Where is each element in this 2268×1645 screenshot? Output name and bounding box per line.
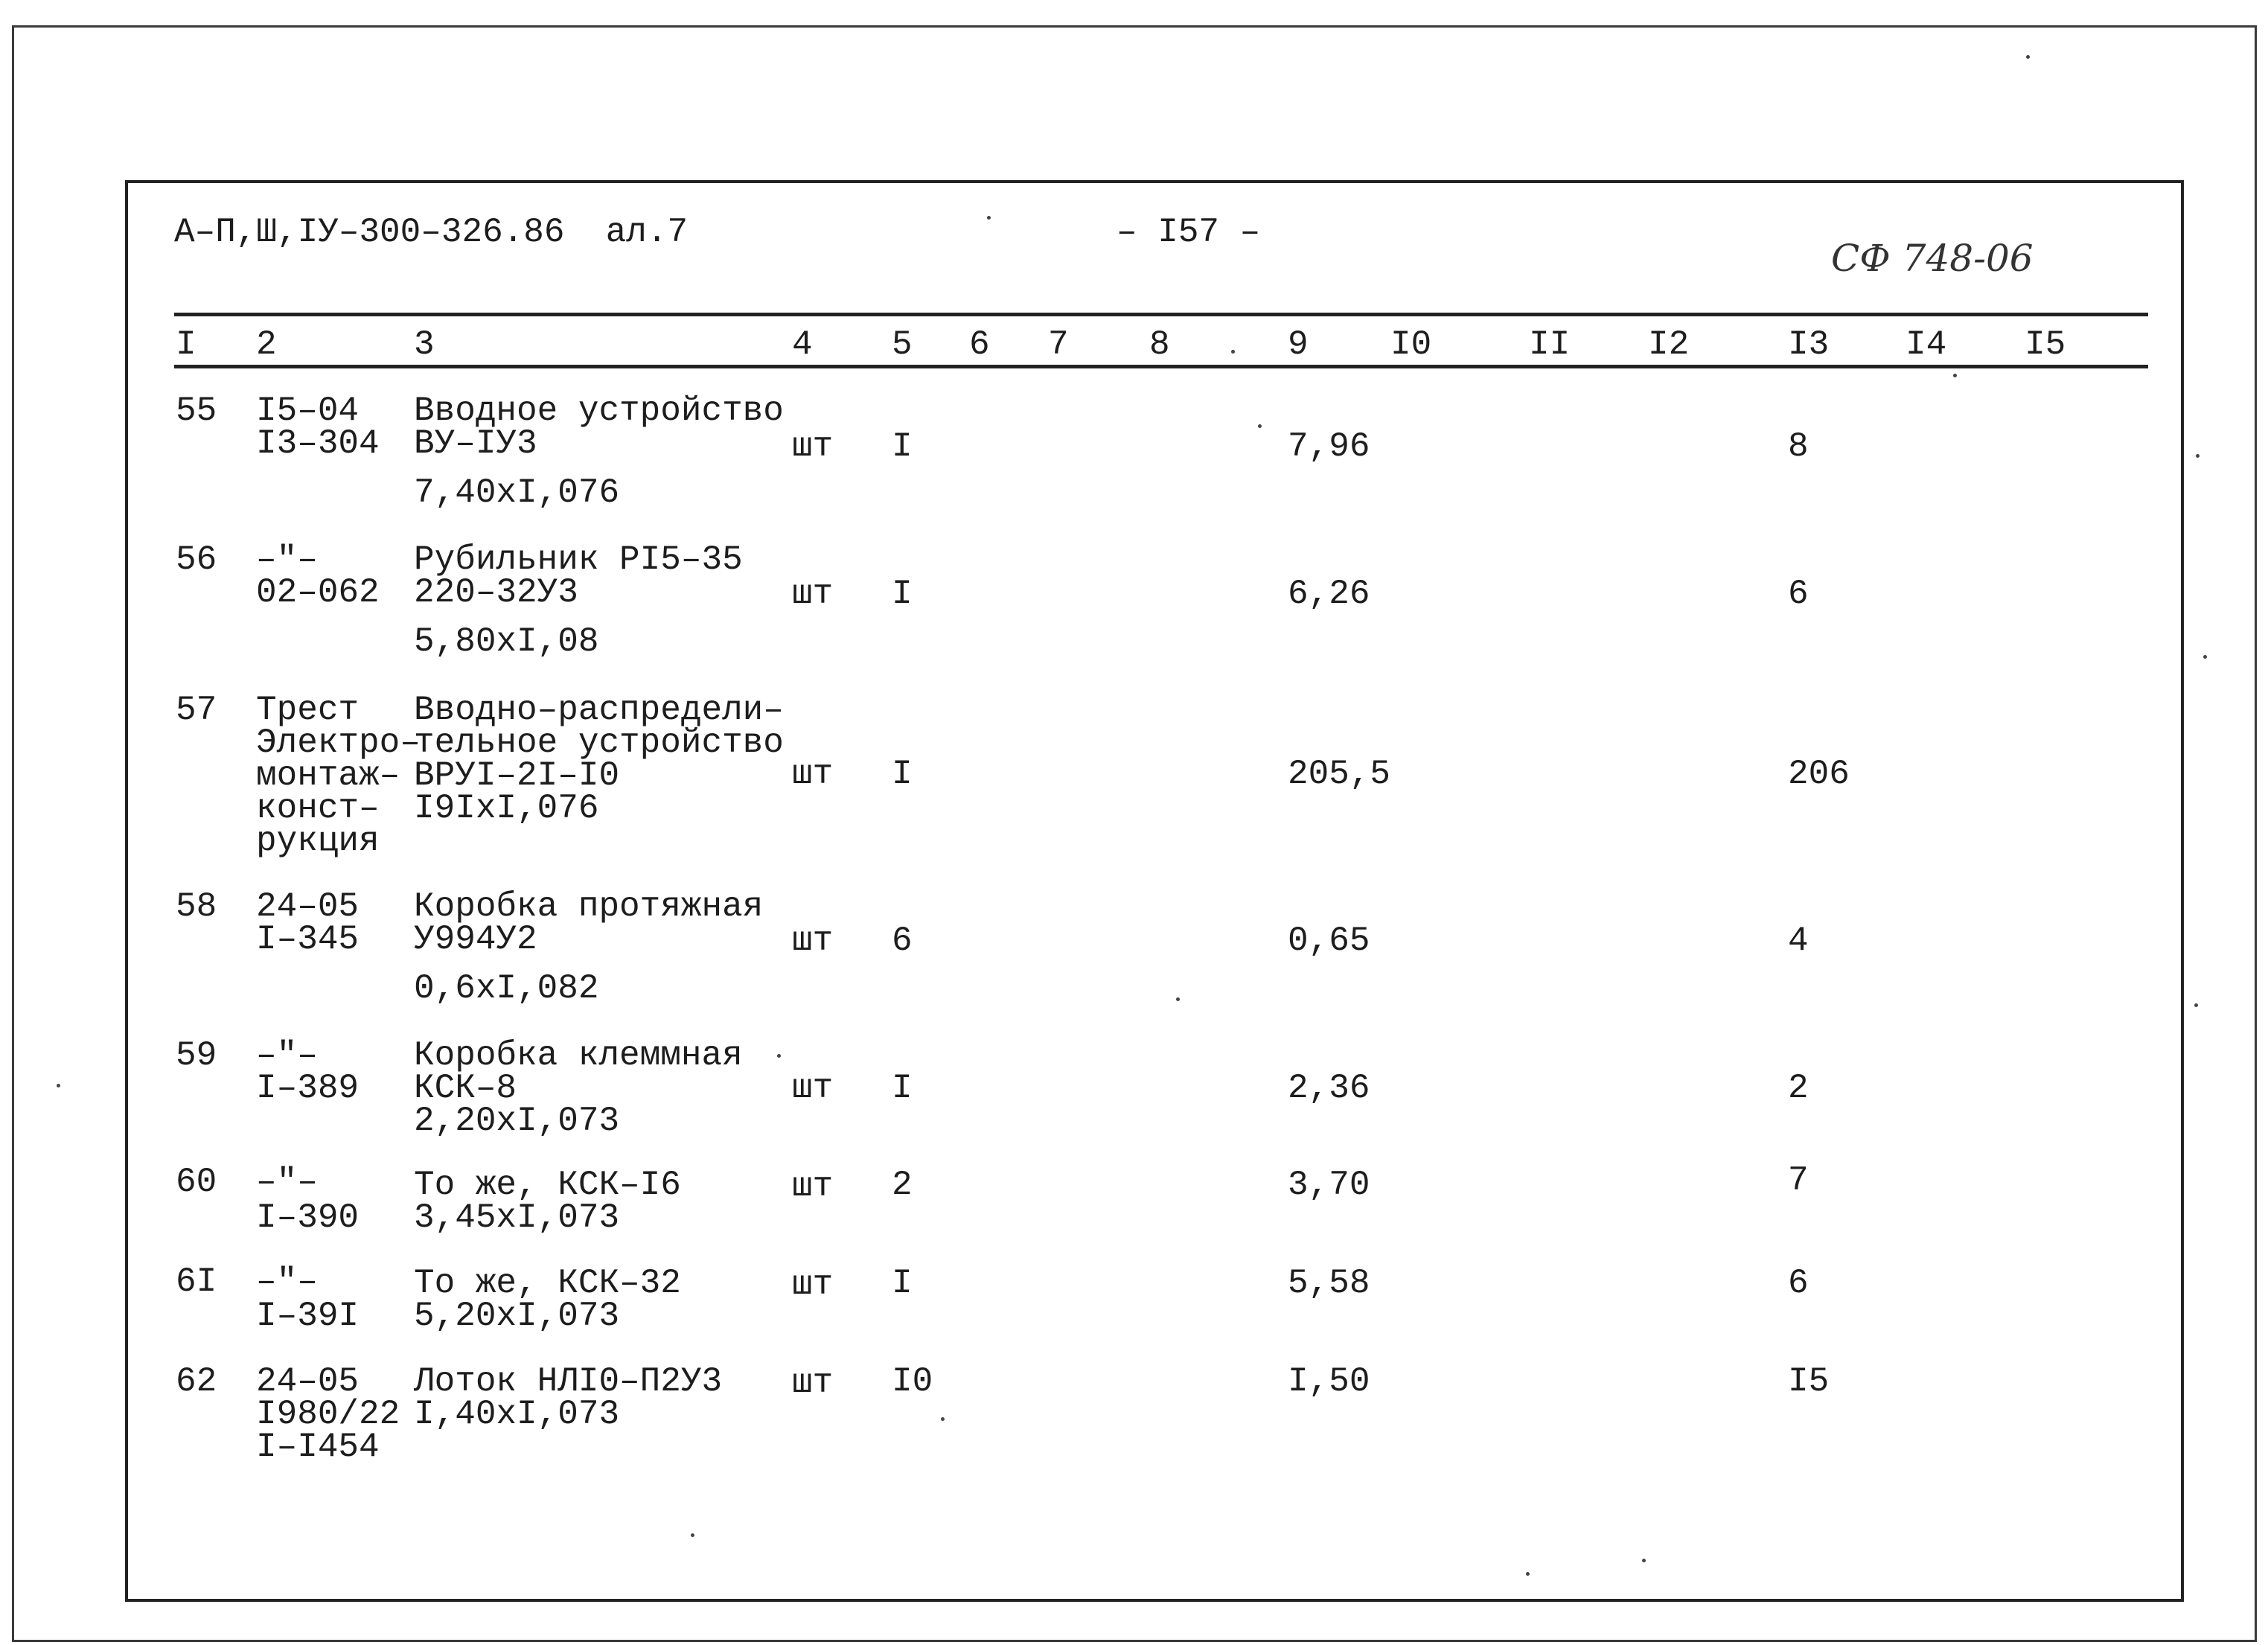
row-number: 6I [176, 1262, 217, 1301]
description-line: тельное устройство [414, 724, 784, 762]
code-line: 24–05 [256, 1362, 360, 1401]
total: I5 [1788, 1362, 1830, 1401]
code-line: I980/22 [256, 1395, 400, 1434]
quantity: I [892, 1069, 913, 1108]
quantity: I0 [892, 1362, 933, 1401]
total: 4 [1788, 921, 1809, 960]
code-line: –"– [256, 540, 318, 579]
unit: шт [792, 755, 834, 793]
description-line: Рубильник РI5–35 [414, 540, 743, 579]
scan-speck [2196, 454, 2200, 458]
quantity: I [892, 1264, 913, 1303]
row-number: 56 [176, 540, 217, 579]
scan-speck [57, 1084, 60, 1087]
code-line: Трест [256, 691, 360, 729]
calculation: 7,40хI,076 [414, 473, 620, 512]
row-number: 60 [176, 1163, 217, 1201]
total: 8 [1788, 427, 1809, 466]
column-header-12: I2 [1648, 325, 1690, 364]
code-line: 24–05 [256, 887, 360, 926]
description-line: Вводное устройство [414, 392, 784, 430]
total: 2 [1788, 1069, 1809, 1108]
quantity: I [892, 755, 913, 793]
scan-speck [1526, 1572, 1530, 1576]
description-line: Коробка клеммная [414, 1036, 743, 1075]
description-line: Лоток НЛI0–П2У3 [414, 1362, 723, 1401]
scan-speck [1953, 374, 1957, 377]
description-line: Коробка протяжная [414, 887, 764, 926]
price: 6,26 [1288, 575, 1370, 613]
total: 6 [1788, 575, 1809, 613]
code-line: I–389 [256, 1069, 360, 1108]
code-line: Электро– [256, 724, 421, 762]
row-number: 62 [176, 1362, 217, 1401]
unit: шт [792, 921, 834, 960]
row-number: 55 [176, 392, 217, 430]
description-line: I9IхI,076 [414, 789, 599, 828]
column-header-3: 3 [414, 325, 435, 364]
column-header-15: I5 [2025, 325, 2066, 364]
code-line: монтаж– [256, 756, 400, 795]
scan-speck [777, 1054, 781, 1058]
column-header-5: 5 [892, 325, 913, 364]
code-line: I–39I [256, 1297, 360, 1335]
column-header-4: 4 [792, 325, 813, 364]
code-line: конст– [256, 789, 380, 828]
quantity: I [892, 427, 913, 466]
price: 7,96 [1288, 427, 1370, 466]
page-number: – I57 – [1117, 213, 1261, 252]
description-line: То же, КСК–I6 [414, 1166, 681, 1204]
total: 206 [1788, 755, 1850, 793]
quantity: I [892, 575, 913, 613]
scan-speck [941, 1417, 945, 1421]
quantity: 2 [892, 1166, 913, 1204]
scan-speck [1231, 350, 1235, 354]
code-line: –"– [256, 1163, 318, 1201]
description-line: Вводно–распредели– [414, 691, 784, 729]
code-line: 02–062 [256, 573, 380, 612]
price: I,50 [1288, 1362, 1370, 1401]
column-header-13: I3 [1788, 325, 1830, 364]
total: 7 [1788, 1161, 1809, 1200]
code-line: –"– [256, 1262, 318, 1301]
scan-speck [2026, 55, 2030, 59]
calculation: 5,80хI,08 [414, 622, 599, 661]
code-line: –"– [256, 1036, 318, 1075]
description-line: 2,20хI,073 [414, 1102, 620, 1140]
column-header-11: II [1529, 325, 1571, 364]
calculation: 0,6хI,082 [414, 969, 599, 1008]
column-header-8: 8 [1149, 325, 1170, 364]
column-header-2: 2 [256, 325, 277, 364]
description-line: ВУ–IУ3 [414, 424, 537, 463]
code-line: I5–04 [256, 392, 360, 430]
description-line: У994У2 [414, 920, 537, 959]
price: 5,58 [1288, 1264, 1370, 1303]
header-rule-top [174, 313, 2148, 316]
scan-speck [2194, 1003, 2198, 1007]
row-number: 57 [176, 691, 217, 729]
description-line: То же, КСК–32 [414, 1264, 681, 1303]
unit: шт [792, 1265, 834, 1304]
scan-speck [691, 1533, 694, 1537]
description-line: I,40хI,073 [414, 1395, 620, 1434]
price: 0,65 [1288, 921, 1370, 960]
column-header-10: I0 [1390, 325, 1432, 364]
description-line: 5,20хI,073 [414, 1297, 620, 1335]
column-header-9: 9 [1288, 325, 1309, 364]
unit: шт [792, 1069, 834, 1108]
scan-speck [987, 216, 991, 220]
price: 205,5 [1288, 755, 1391, 793]
code-line: I–390 [256, 1198, 360, 1237]
column-header-6: 6 [969, 325, 990, 364]
code-line: I–345 [256, 920, 360, 959]
code-line: I–I454 [256, 1428, 380, 1466]
row-number: 59 [176, 1036, 217, 1075]
description-line: ВРУI–2I–I0 [414, 756, 620, 795]
unit: шт [792, 1167, 834, 1206]
description-line: 220–32У3 [414, 573, 578, 612]
scan-speck [1258, 424, 1262, 428]
column-header-7: 7 [1048, 325, 1069, 364]
code-line: I3–304 [256, 424, 380, 463]
scan-speck [1642, 1559, 1646, 1562]
code-line: рукция [256, 822, 380, 860]
total: 6 [1788, 1264, 1809, 1303]
column-header-14: I4 [1906, 325, 1947, 364]
quantity: 6 [892, 921, 913, 960]
unit: шт [792, 427, 834, 466]
scan-speck [2203, 655, 2207, 659]
description-line: 3,45хI,073 [414, 1198, 620, 1237]
unit: шт [792, 1364, 834, 1402]
header-rule-bottom [174, 365, 2148, 368]
column-header-1: I [176, 325, 197, 364]
handwritten-stamp: СФ 748-06 [1831, 237, 2034, 280]
description-line: КСК–8 [414, 1069, 517, 1108]
unit: шт [792, 575, 834, 613]
price: 3,70 [1288, 1166, 1370, 1204]
price: 2,36 [1288, 1069, 1370, 1108]
scan-speck [1176, 997, 1180, 1001]
row-number: 58 [176, 887, 217, 926]
document-code: А–П,Ш,IУ–300–326.86 ал.7 [174, 213, 689, 252]
